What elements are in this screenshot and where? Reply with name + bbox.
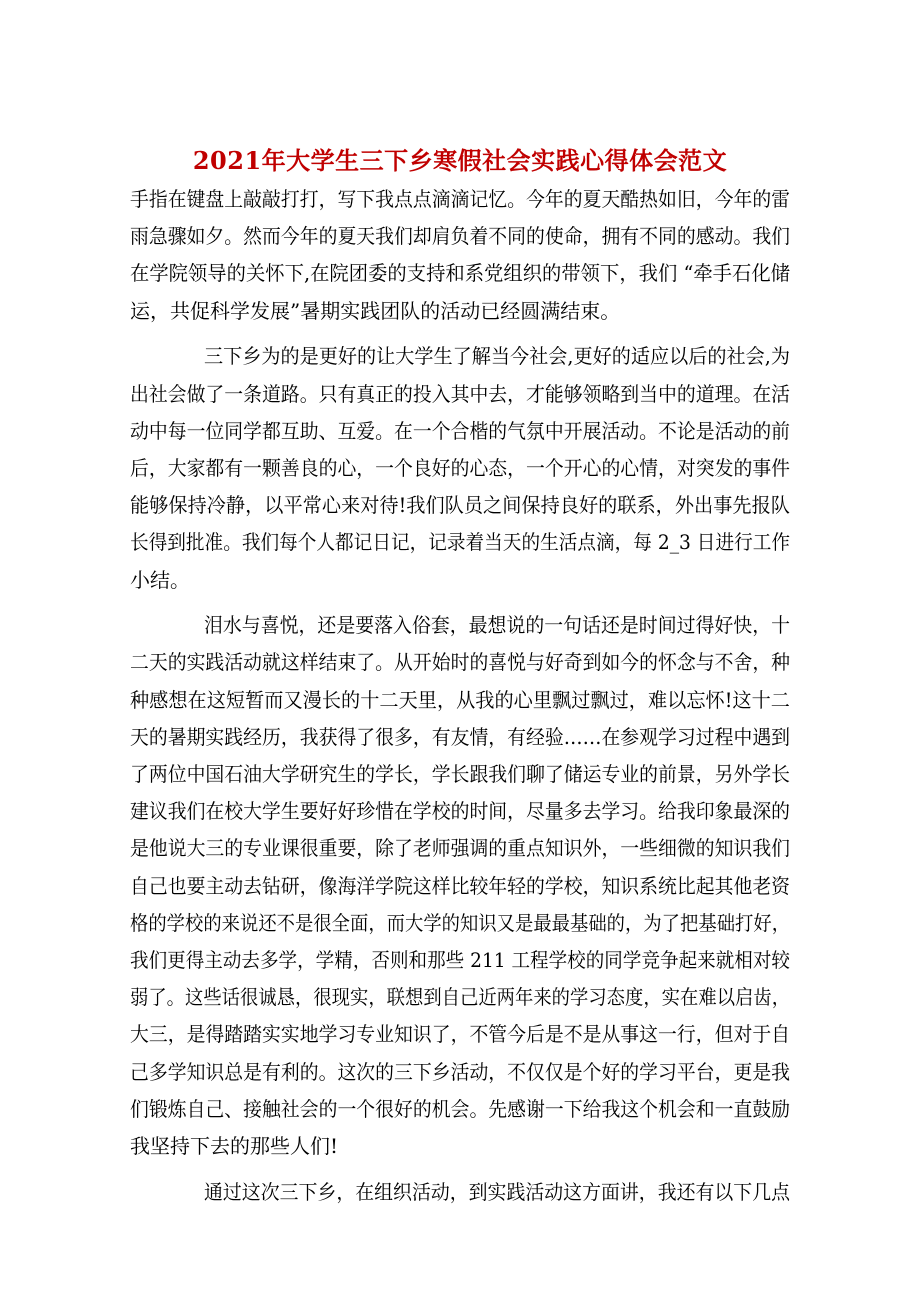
text-line xyxy=(0,978,920,1016)
text-line-content: 手指在键盘上敲敲打打，写下我点点滴滴记忆。今年的夏天酷热如旧，今年的雷 xyxy=(130,187,791,211)
text-line xyxy=(0,755,920,793)
text-line-content: 出社会做了一条道路。只有真正的投入其中去，才能够领略到当中的道理。在活 xyxy=(130,381,791,406)
text-line xyxy=(0,486,920,524)
text-line-content: 小结。 xyxy=(130,567,190,592)
text-line xyxy=(0,449,920,487)
text-line-content: 通过这次三下乡，在组织活动，到实践活动这方面讲，我还有以下几点 xyxy=(204,1179,791,1204)
paragraph-first-line xyxy=(0,1173,920,1211)
text-line-content: 天的暑期实践经历，我获得了很多，有友情，有经验……在参观学习过程中遇到 xyxy=(130,724,791,749)
text-line xyxy=(0,829,920,867)
text-line xyxy=(0,681,920,719)
text-line-content: 能够保持冷静，以平常心来对待!我们队员之间保持良好的联系，外出事先报队 xyxy=(130,493,790,518)
text-line xyxy=(0,718,920,756)
text-line-content: 格的学校的来说还不是很全面，而大学的知识又是最最基础的，为了把基础打好， xyxy=(130,910,791,935)
text-line xyxy=(0,217,920,255)
text-line-content: 大三，是得踏踏实实地学习专业知识了，不管今后是不是从事这一行，但对于自 xyxy=(130,1022,791,1047)
text-line-content: 建议我们在校大学生要好好珍惜在学校的时间，尽量多去学习。给我印象最深的 xyxy=(130,799,791,824)
text-line-content: 了两位中国石油大学研究生的学长，学长跟我们聊了储运专业的前景，另外学长 xyxy=(130,762,791,786)
text-line-content: 我们更得主动去多学，学精，否则和那些 211 工程学校的同学竞争起来就相对较 xyxy=(130,948,790,972)
text-line xyxy=(0,867,920,905)
text-line-content: 自己也要主动去钻研，像海洋学院这样比较年轻的学校，知识系统比起其他老资 xyxy=(130,873,791,898)
text-line-content: 动中每一位同学都互助、互爱。在一个合楷的气氛中开展活动。不论是活动的前 xyxy=(130,418,791,443)
text-line-content: 雨急骤如夕。然而今年的夏天我们却肩负着不同的使命，拥有不同的感动。我们 xyxy=(130,224,791,249)
text-line xyxy=(0,292,920,330)
text-line xyxy=(0,941,920,979)
text-line xyxy=(0,1127,920,1165)
text-line-content: 泪水与喜悦，还是要落入俗套，最想说的一句话还是时间过得好快，十 xyxy=(204,613,791,638)
text-line-content: 们锻炼自己、接触社会的一个很好的机会。先感谢一下给我这个机会和一直鼓励 xyxy=(130,1096,791,1121)
text-line xyxy=(0,254,920,292)
paragraph-first-line xyxy=(0,606,920,644)
text-line-content: 己多学知识总是有利的。这次的三下乡活动，不仅仅是个好的学习平台，更是我 xyxy=(130,1059,791,1084)
text-line-content: 种感想在这短暂而又漫长的十二天里，从我的心里飘过飘过，难以忘怀!这十二 xyxy=(130,687,790,712)
text-line-content: 在学院领导的关怀下,在院团委的支持和系党组织的带领下，我们 “牵手石化储 xyxy=(130,261,791,286)
document-title: 2021年大学生三下乡寒假社会实践心得体会范文 xyxy=(192,146,728,175)
text-line xyxy=(0,412,920,450)
text-line-content: 是他说大三的专业课很重要，除了老师强调的重点知识外，一些细微的知识我们 xyxy=(130,836,791,861)
text-line xyxy=(0,904,920,942)
text-line xyxy=(0,1053,920,1091)
text-line-content: 二天的实践活动就这样结束了。从开始时的喜悦与好奇到如今的怀念与不舍，种 xyxy=(130,650,791,675)
text-line xyxy=(0,643,920,681)
text-line-content: 长得到批准。我们每个人都记日记，记录着当天的生活点滴，每 2_3 日进行工作 xyxy=(130,530,791,555)
text-line xyxy=(0,792,920,830)
text-line-content: 后，大家都有一颗善良的心，一个良好的心态，一个开心的心情，对突发的事件 xyxy=(130,455,791,480)
text-line-content: 三下乡为的是更好的让大学生了解当今社会,更好的适应以后的社会,为 xyxy=(204,344,791,369)
text-line xyxy=(0,375,920,413)
paragraph-first-line xyxy=(0,337,920,375)
text-line-content: 运，共促科学发展”暑期实践团队的活动已经圆满结束。 xyxy=(130,298,621,323)
text-line xyxy=(0,180,920,218)
text-line xyxy=(0,561,920,599)
text-line xyxy=(0,1090,920,1128)
text-line xyxy=(0,1015,920,1053)
text-line-content: 弱了。这些话很诚恳，很现实，联想到自己近两年来的学习态度，实在难以启齿， xyxy=(130,985,791,1010)
text-line xyxy=(0,523,920,561)
text-line-content: 我坚持下去的那些人们! xyxy=(130,1134,339,1158)
